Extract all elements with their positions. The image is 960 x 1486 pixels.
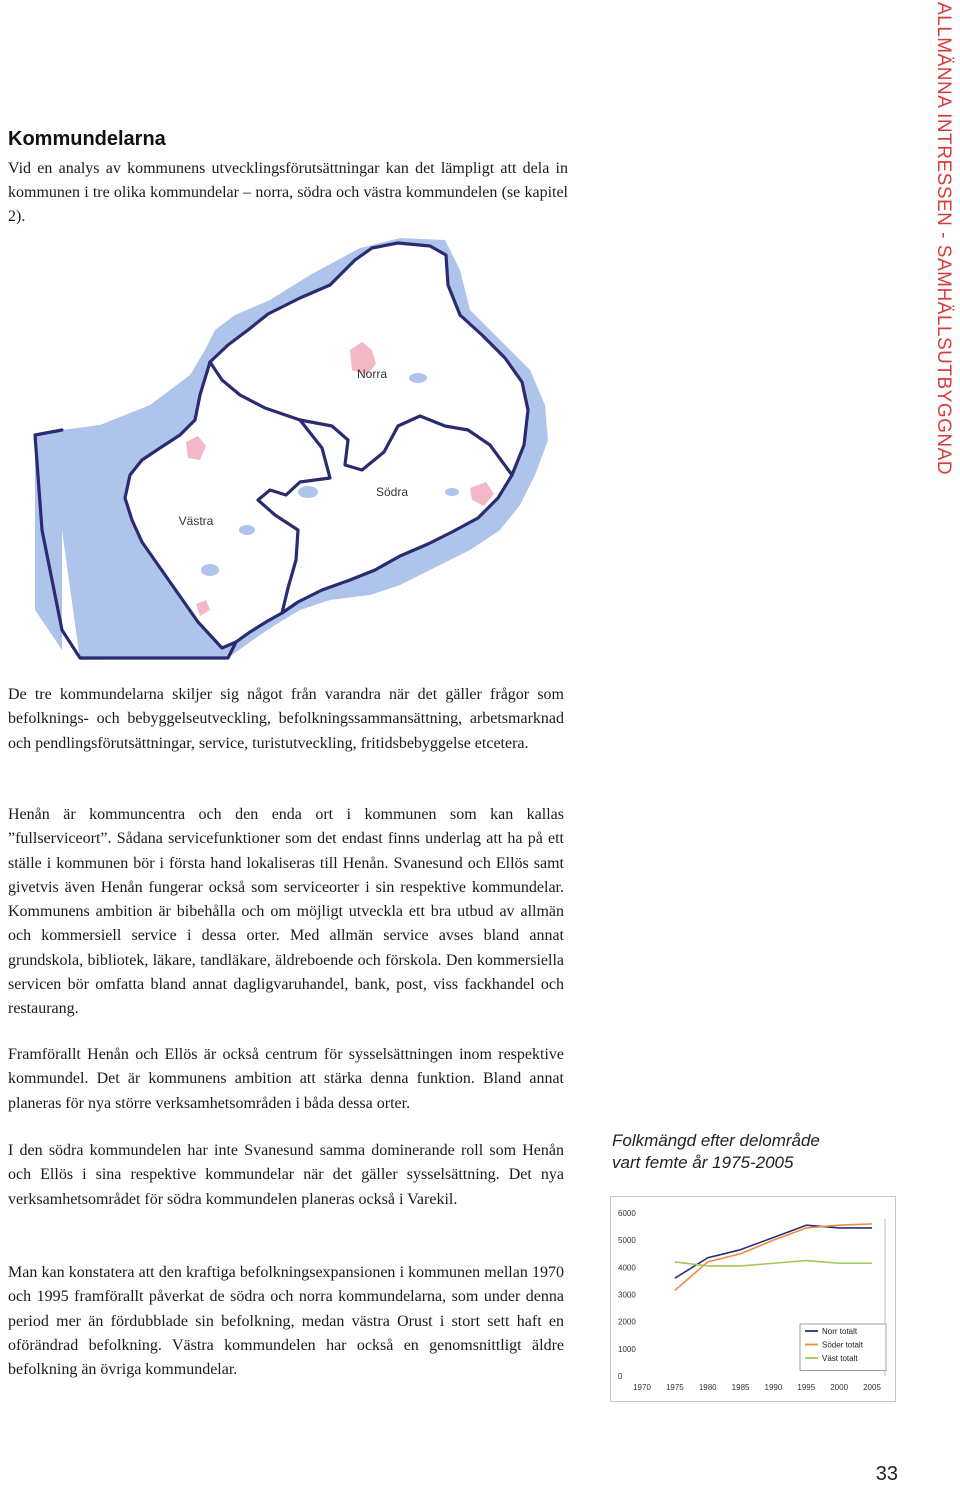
chart-title-line: Folkmängd efter delområde xyxy=(612,1131,820,1150)
x-tick-label: 1980 xyxy=(698,1383,717,1392)
map-label-sodra: Södra xyxy=(375,485,409,499)
legend-label: Söder totalt xyxy=(822,1340,863,1350)
map-lake xyxy=(445,488,459,496)
intro-paragraph: Vid en analys av kommunens utvecklingsförutsättningar kan det lämpligt att dela in kommunen i tre olika kommundelar – norra, södra och västra kommundelen (se kapitel 2). xyxy=(8,160,568,225)
map-lake xyxy=(201,564,219,576)
y-tick-label: 1000 xyxy=(618,1344,636,1354)
legend-label: Väst totalt xyxy=(822,1354,858,1363)
paragraph-sodra-kommundelen: I den södra kommundelen har inte Svanesund samma dominerande roll som Henån och Ellös i sina respektive kommundelar när det gäller sysselsättning. Det nya verksamhetsområdet för södra kommundelen planeras också i Varekil. xyxy=(8,1142,564,1208)
paragraph-kommundelar-skillnader: De tre kommundelarna skiljer sig något från varandra när det gäller frågor som befolknings- och bebyggelseutveckling, befolkningssammansättning, arbetsmarknad och pendlingsförutsättningar, service, turistutveckling, fritidsbebyggelse etcetera. xyxy=(8,686,564,752)
x-tick-label: 1975 xyxy=(665,1383,684,1392)
y-tick-label: 3000 xyxy=(618,1290,636,1300)
section-side-tab xyxy=(930,1,956,475)
section-side-tab-label: ALLMÄNNA INTRESSEN - SAMHÄLLSUTBYGGNAD xyxy=(933,1,954,475)
y-tick-label: 6000 xyxy=(618,1209,636,1218)
y-tick-label: 2000 xyxy=(618,1317,636,1327)
paragraph-henan-service: Henån är kommuncentra och den enda ort i kommunen som kan kallas ”fullserviceort”. Sådana servicefunktioner som det endast finns underlag att ha på ett ställe i kommunen bör i första hand lokaliseras till Henån. Svanesund och Ellös samt givetvis även Henån fungerar också som serviceorter i sin respektive kommundelar. Kommunens ambition är bibehålla och om möjligt utveckla ett bra utbud av allmän och kommersiell service i dessa orter. Med allmän service avses bland annat grundskola, bibliotek, läkare, tandläkare, äldreboende och förskola. Den kommersiella servicen bör omfatta bland annat dagligvaruhandel, bank, post, viss fackhandel och restaurang. xyxy=(8,806,564,1018)
y-tick-label: 5000 xyxy=(618,1236,636,1246)
section-heading: Kommundelarna xyxy=(8,128,166,150)
legend-label: Norr totalt xyxy=(822,1327,858,1336)
x-tick-label: 2005 xyxy=(863,1383,881,1392)
map-label-norra: Norra xyxy=(356,367,388,381)
chart-title-line: vart femte år 1975-2005 xyxy=(612,1153,794,1172)
map-lake xyxy=(298,486,318,498)
municipality-district-map xyxy=(0,230,580,660)
y-tick-label: 0 xyxy=(618,1372,623,1381)
map-lake xyxy=(409,373,427,383)
paragraph-befolkningsexpansion: Man kan konstatera att den kraftiga befolkningsexpansionen i kommunen mellan 1970 och 1995 framförallt påverkat de södra och norra kommundelarna, som under denna period mer än fördubblade sin befolkning, medan västra Orust i stort sett haft en oförändrad befolkning. Västra kommundelen har också en genomsnittligt äldre befolkning än övriga kommundelar. xyxy=(8,1264,564,1379)
map-label-vastra: Västra xyxy=(178,514,214,528)
y-tick-label: 4000 xyxy=(618,1263,636,1273)
population-line-chart xyxy=(610,1196,896,1402)
x-tick-label: 1995 xyxy=(797,1383,816,1392)
x-tick-label: 1970 xyxy=(633,1383,651,1392)
x-tick-label: 1990 xyxy=(764,1383,783,1392)
page-number: 33 xyxy=(875,1463,898,1485)
x-tick-label: 2000 xyxy=(830,1383,849,1392)
paragraph-sysselsattning: Framförallt Henån och Ellös är också centrum för sysselsättningen inom respektive kommundel. Det är kommunens ambition att stärka denna funktion. Bland annat planeras för nya större verksamhetsområden i båda dessa orter. xyxy=(8,1046,564,1112)
map-lake xyxy=(239,525,255,535)
chart-title xyxy=(612,1130,820,1174)
x-tick-label: 1985 xyxy=(731,1383,750,1392)
